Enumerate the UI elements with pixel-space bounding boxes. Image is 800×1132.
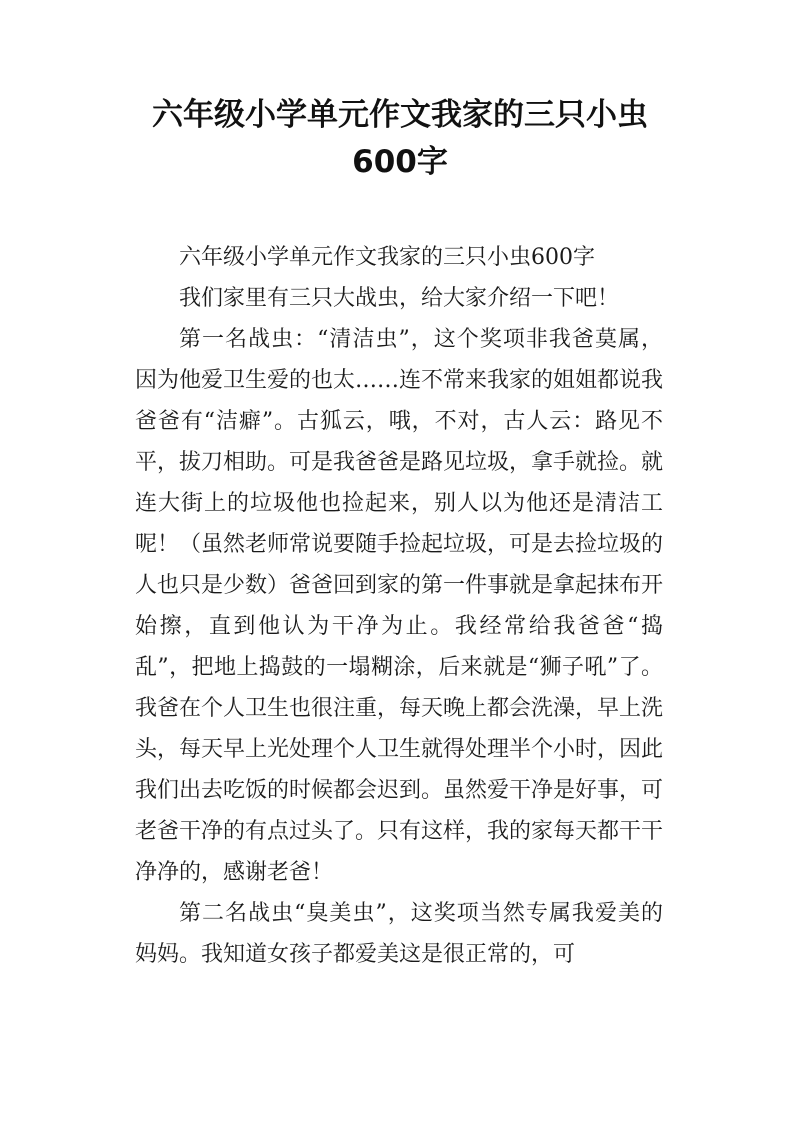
document-title <box>100 92 700 186</box>
title-line-2: 600字 <box>352 144 448 180</box>
paragraph-intro: 我们家里有三只大战虫，给大家介绍一下吧！ <box>179 286 620 311</box>
paragraph-first-bug: 第一名战虫：“清洁虫”，这个奖项非我爸莫属，因为他爱卫生爱的也太……连不常来我家的姐姐都说我爸爸有“洁癖”。古狐云，哦，不对，古人云：路见不平，拔刀相助。可是我爸爸是路见垃圾，拿手就捡。就连大街上的垃圾他也捡起来，别人以为他还是清洁工呢！（虽然老师常说要随手捡起垃圾，可是去捡垃圾的人也只是少数）爸爸回到家的第一件事就是拿起抹布开始擦，直到他认为干净为止。我经常给我爸爸“捣乱”，把地上捣鼓的一塌糊涂，后来就是“狮子吼”了。我爸在个人卫生也很注重，每天晚上都会洗澡，早上洗头，每天早上光处理个人卫生就得处理半个小时，因此我们出去吃饭的时候都会迟到。虽然爱干净是好事，可老爸干净的有点过头了。只有这样，我的家每天都干干净净的，感谢老爸！ <box>135 327 664 885</box>
paragraph-heading-repeat: 六年级小学单元作文我家的三只小虫600字 <box>179 245 595 270</box>
document-body <box>135 237 663 975</box>
title-line-1: 六年级小学单元作文我家的三只小虫 <box>152 97 648 133</box>
paragraph-second-bug: 第二名战虫“臭美虫”，这奖项当然专属我爱美的妈妈。我知道女孩子都爱美这是很正常的，可 <box>135 901 663 967</box>
